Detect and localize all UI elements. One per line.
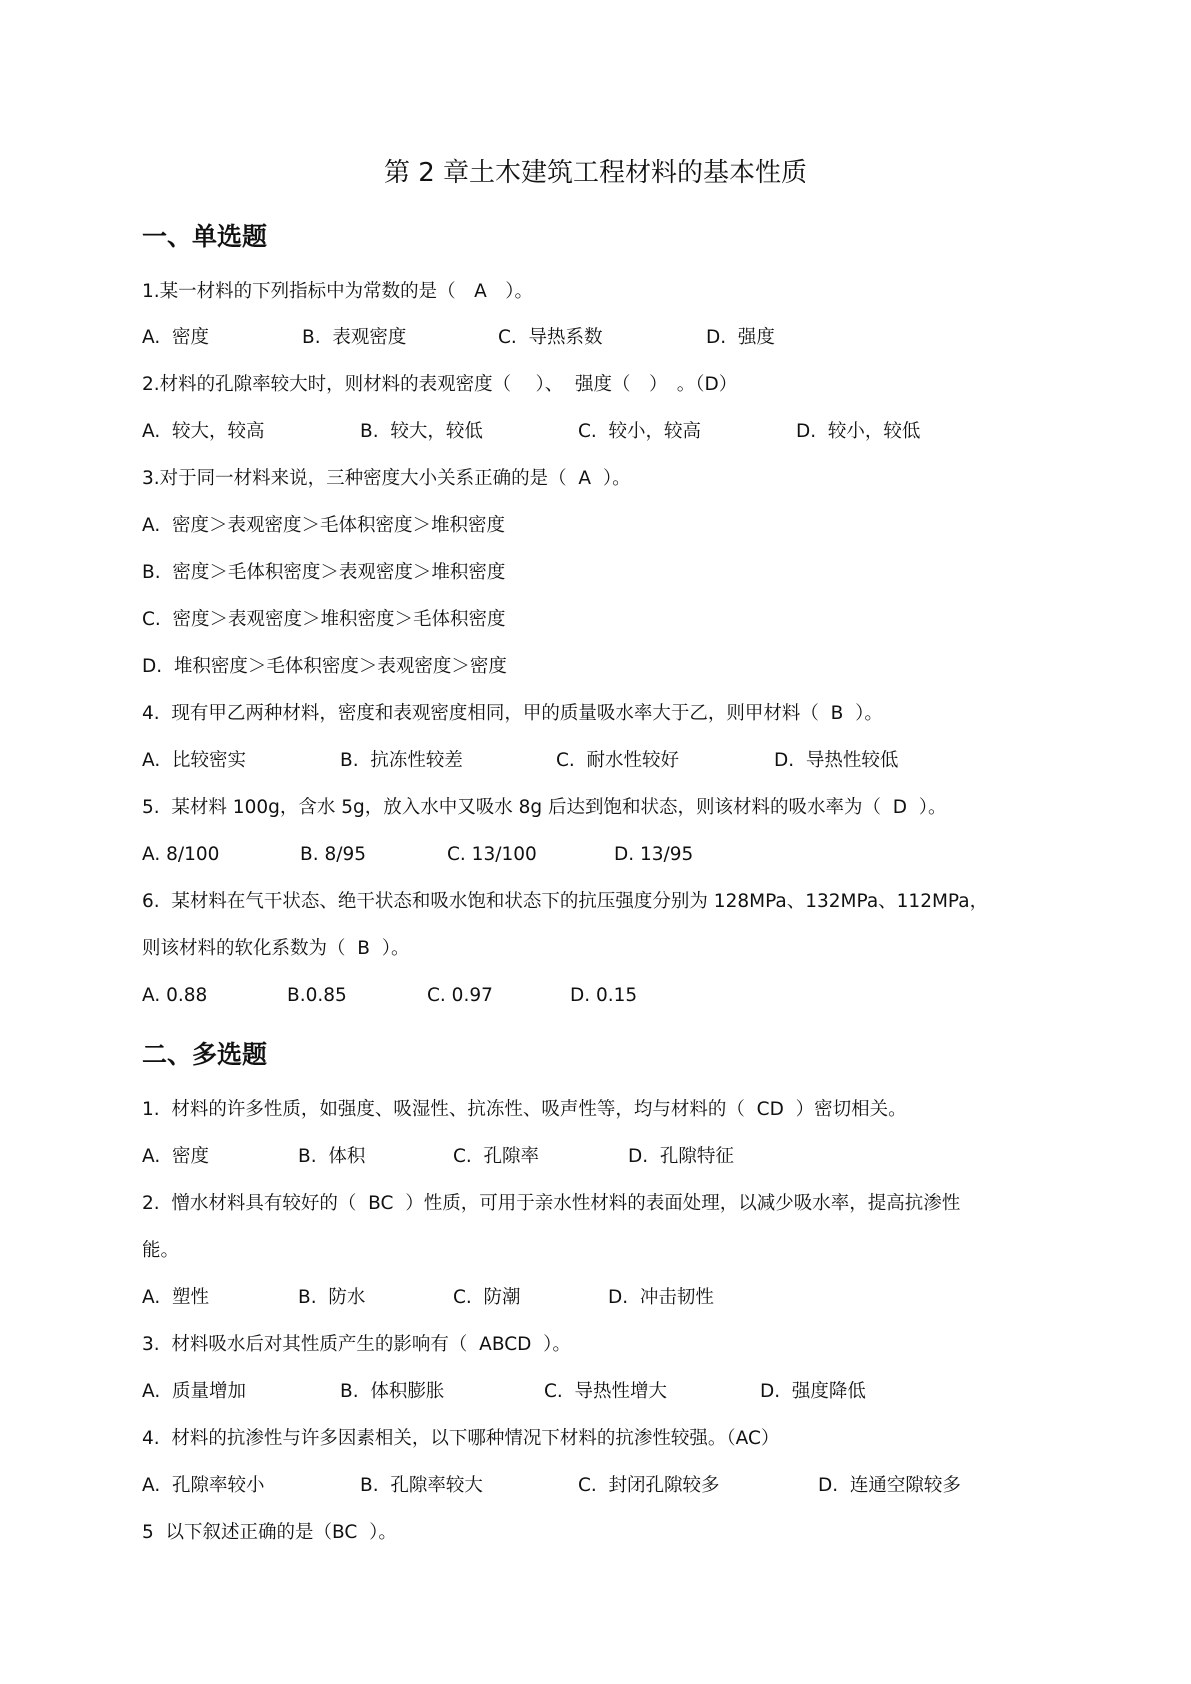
question-1-2: 2.材料的孔隙率较大时，则材料的表观密度（ ）、 强度（ ） 。（D）: [142, 374, 738, 395]
option-a: A. 质量增加: [142, 1381, 246, 1402]
option-c: C. 密度＞表观密度＞堆积密度＞毛体积密度: [142, 609, 506, 630]
option-b: B. 较大，较低: [360, 421, 483, 442]
option-b: B.0.85: [287, 985, 347, 1006]
question-2-3: 3. 材料吸水后对其性质产生的影响有（ ABCD ）。: [142, 1334, 571, 1355]
option-d: D. 孔隙特征: [628, 1146, 734, 1167]
option-a: A. 比较密实: [142, 750, 246, 771]
option-b: B. 密度＞毛体积密度＞表观密度＞堆积密度: [142, 562, 506, 583]
option-d: D. 强度: [706, 327, 775, 348]
option-b: B. 孔隙率较大: [360, 1475, 483, 1496]
question-1-1: 1.某一材料的下列指标中为常数的是（ A ）。: [142, 281, 534, 302]
option-c: C. 耐水性较好: [556, 750, 680, 771]
option-c: C. 孔隙率: [453, 1146, 540, 1167]
option-d: D. 13/95: [614, 844, 694, 865]
question-2-4: 4. 材料的抗渗性与许多因素相关，以下哪种情况下材料的抗渗性较强。（AC）: [142, 1428, 780, 1449]
option-c: C. 较小，较高: [578, 421, 702, 442]
option-d: D. 强度降低: [760, 1381, 866, 1402]
option-b: B. 体积: [298, 1146, 366, 1167]
option-a: A. 密度: [142, 1146, 209, 1167]
option-c: C. 导热系数: [498, 327, 603, 348]
question-1-6-continued: 则该材料的软化系数为（ B ）。: [142, 938, 410, 959]
option-a: A. 塑性: [142, 1287, 209, 1308]
option-b: B. 体积膨胀: [340, 1381, 445, 1402]
option-b: B. 8/95: [300, 844, 366, 865]
option-a: A. 8/100: [142, 844, 220, 865]
option-a: A. 较大，较高: [142, 421, 265, 442]
option-a: A. 孔隙率较小: [142, 1475, 265, 1496]
option-b: B. 表观密度: [302, 327, 407, 348]
section-heading-multiple-choice: 二、多选题: [142, 1040, 268, 1069]
question-2-2-continued: 能。: [142, 1240, 180, 1261]
option-b: B. 防水: [298, 1287, 366, 1308]
option-d: D. 堆积密度＞毛体积密度＞表观密度＞密度: [142, 656, 507, 677]
question-1-4: 4. 现有甲乙两种材料，密度和表观密度相同，甲的质量吸水率大于乙，则甲材料（ B ）。: [142, 703, 883, 724]
question-1-5: 5. 某材料 100g，含水 5g，放入水中又吸水 8g 后达到饱和状态，则该材料的吸水率为（ D ）。: [142, 797, 947, 818]
document-title: 第 2 章土木建筑工程材料的基本性质: [383, 158, 808, 188]
option-d: D. 0.15: [570, 985, 638, 1006]
question-2-5: 5 以下叙述正确的是（BC ）。: [142, 1522, 397, 1543]
section-heading-single-choice: 一、单选题: [142, 222, 268, 251]
question-1-3: 3.对于同一材料来说，三种密度大小关系正确的是（ A ）。: [142, 468, 631, 489]
option-b: B. 抗冻性较差: [340, 750, 463, 771]
option-d: D. 冲击韧性: [608, 1287, 714, 1308]
option-c: C. 导热性增大: [544, 1381, 668, 1402]
option-c: C. 13/100: [447, 844, 537, 865]
option-a: A. 0.88: [142, 985, 208, 1006]
option-c: C. 0.97: [427, 985, 493, 1006]
option-a: A. 密度＞表观密度＞毛体积密度＞堆积密度: [142, 515, 505, 536]
option-d: D. 连通空隙较多: [818, 1475, 961, 1496]
question-2-2: 2. 憎水材料具有较好的（ BC ）性质，可用于亲水性材料的表面处理，以减少吸水率，提高抗渗性: [142, 1193, 961, 1214]
option-d: D. 较小，较低: [796, 421, 921, 442]
question-2-1: 1. 材料的许多性质，如强度、吸湿性、抗冻性、吸声性等，均与材料的（ CD ）密切相关。: [142, 1099, 907, 1120]
question-1-6: 6. 某材料在气干状态、绝干状态和吸水饱和状态下的抗压强度分别为 128MPa、132MPa、112MPa，: [142, 891, 989, 912]
option-c: C. 防潮: [453, 1287, 521, 1308]
option-d: D. 导热性较低: [774, 750, 899, 771]
option-a: A. 密度: [142, 327, 209, 348]
option-c: C. 封闭孔隙较多: [578, 1475, 720, 1496]
